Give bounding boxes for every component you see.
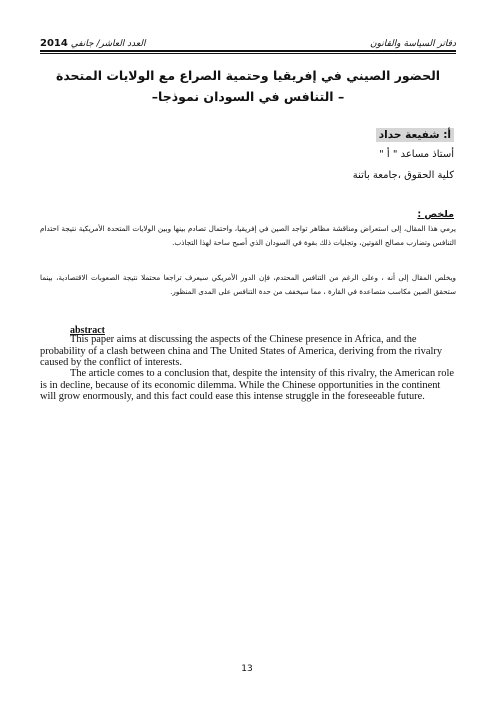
- arabic-abstract-paragraph-2: ويخلص المقال إلى أنه ، وعلى الرغم من التنافس المحتدم، فإن الدور الأمريكي سيعرف تراجعا محتملا نتيجة الصعوبات الاقتصادية، بينما ستحقق الصين مكاسب متصاعدة في القارة ، مما سيخفف من حدة التنافس على المدى المنظور.: [40, 273, 456, 296]
- author-name: أ: شفيعة حداد: [376, 128, 454, 142]
- english-abstract-heading: abstract: [70, 325, 105, 336]
- arabic-abstract-paragraph-1: يرمي هذا المقال، إلى استعراض ومناقشة مظاهر تواجد الصين في إفريقيا، واحتمال تصادم بينها وبين الولايات المتحدة الأمريكية نتيجة احتدام التنافس وتضارب مصالح القوتين، وتجليات ذلك بقوة في السودان الذي أصبح ساحة لهذا التجاذب.: [40, 224, 456, 247]
- paper-title: الحضور الصيني في إفريقيا وحتمية الصراع مع الولايات المتحدة: [55, 68, 441, 83]
- english-abstract-paragraph-1: This paper aims at discussing the aspects of the Chinese presence in Africa, and the probability of a clash between china and The United States of America, deriving from the rivalry caused by the conflict of interests.: [40, 334, 443, 368]
- running-header: [40, 35, 456, 49]
- header-rule: [40, 50, 456, 52]
- issue-text: العدد العاشر/ جانفي: [70, 39, 146, 49]
- paper-subtitle: – التنافس في السودان نموذجا–: [151, 89, 345, 104]
- page-number: 13: [241, 664, 253, 674]
- issue-info: [40, 38, 146, 49]
- issue-year: 2014: [40, 38, 68, 49]
- author-rank: أستاذ مساعد " أ ": [379, 149, 454, 160]
- author-institution: كلية الحقوق ،جامعة باتنة: [352, 170, 454, 181]
- journal-name: دفاتر السياسة والقانون: [370, 39, 456, 49]
- header-rule-thin: [40, 53, 456, 54]
- english-abstract-paragraph-2: The article comes to a conclusion that, despite the intensity of this rivalry, the American role is in decline, because of its economic dilemma. While the Chinese opportunities in the continent will grow enormously, and this fact could ease this intense struggle in the foreseeable future.: [40, 368, 454, 402]
- arabic-abstract-heading: ملخص :: [417, 209, 454, 220]
